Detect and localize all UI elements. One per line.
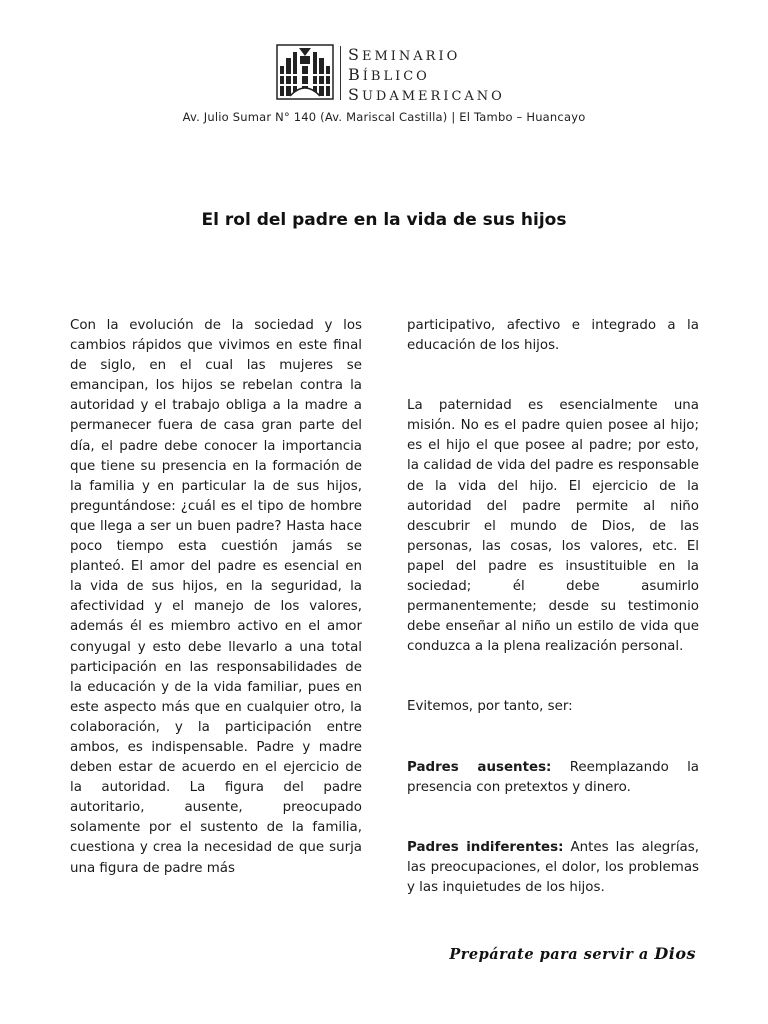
- brand-line-2: BÍBLICO: [348, 65, 430, 84]
- indifferent-parents-text: Antes las alegrías, las preocupaciones, el dolor, los problemas y las inquietudes de los hijos.: [407, 839, 699, 895]
- motto-end: Dios: [654, 944, 696, 963]
- right-column: [407, 316, 699, 938]
- body-paragraph: La paternidad es esencialmente una misión. No es el padre quien posee al hijo; es el hijo el que posee al padre; por esto, la calidad de vida del padre es responsable de la vida del hijo. El ejercicio de la autoridad del padre permite al niño descubrir el mundo de Dios, de las personas, las cosas, los valores, etc. El papel del padre es insustituible en la sociedad; él debe asumirlo permanentemente; desde su testimonio debe enseñar al niño un estilo de vida que conduzca a la plena realización personal.: [407, 398, 699, 655]
- seminary-logo-icon: [276, 44, 334, 100]
- logo-divider: [340, 46, 341, 100]
- left-column: [70, 316, 362, 919]
- body-paragraph: Evitemos, por tanto, ser:: [407, 699, 573, 715]
- indifferent-parents-paragraph: [407, 838, 699, 898]
- brand-line-1: SEMINARIO: [348, 45, 461, 64]
- motto-start: Prepárate para servir a: [449, 946, 655, 963]
- absent-parents-paragraph: [407, 758, 699, 798]
- address-line: Av. Julio Sumar N° 140 (Av. Mariscal Castilla) | El Tambo – Huancayo: [182, 110, 586, 124]
- document-title: El rol del padre en la vida de sus hijos: [201, 210, 567, 230]
- body-paragraph: participativo, afectivo e integrado a la educación de los hijos.: [407, 318, 699, 354]
- absent-parents-label: Padres ausentes:: [407, 759, 552, 775]
- header: [0, 38, 768, 108]
- absent-parents-text: Reemplazando la presencia con pretextos y dinero.: [407, 759, 699, 795]
- footer-motto: [449, 944, 696, 963]
- body-paragraph: Con la evolución de la sociedad y los cambios rápidos que vivimos en este final de siglo, en el cual las mujeres se emancipan, los hijos se rebelan contra la autoridad y el trabajo obliga a la madre a permanecer fuera de casa gran parte del día, el padre debe conocer la importancia que tiene su presencia en la formación de la familia y en particular la de sus hijos, preguntándose: ¿cuál es el tipo de hombre que llega a ser un buen padre? Hasta hace poco tiempo esta cuestión jamás se planteó. El amor del padre es esencial en la vida de sus hijos, en la seguridad, la afectividad y el manejo de los valores, además él es miembro activo en el amor conyugal y esto debe llevarlo a una total participación en las responsabilidades de la educación y de la vida familiar, pues en este aspecto más que en cualquier otro, la colaboración, y la participación entre ambos, es indispensable. Padre y madre deben estar de acuerdo en el ejercicio de la autoridad. La figura del padre autoritario, ausente, preocupado solamente por el sustento de la familia, cuestiona y crea la necesidad de que surja una figura de padre más: [70, 318, 362, 876]
- indifferent-parents-label: Padres indiferentes:: [407, 839, 564, 855]
- seminary-name: [348, 46, 505, 106]
- brand-line-3: SUDAMERICANO: [348, 85, 505, 104]
